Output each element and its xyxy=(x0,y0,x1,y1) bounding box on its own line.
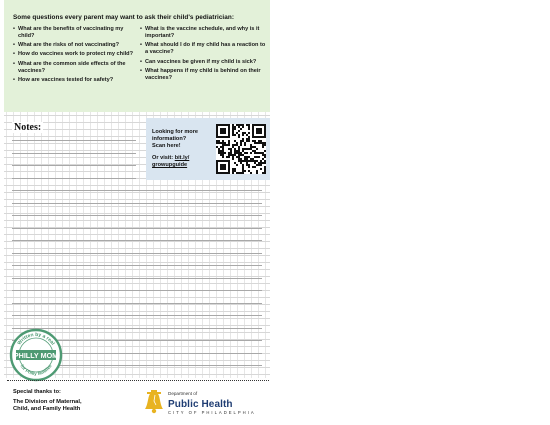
question-item: • Can vaccines be given if my child is sick? xyxy=(140,59,266,66)
philly-mom-badge xyxy=(9,328,63,382)
thanks-org-line-2: Child, and Family Health xyxy=(13,406,81,412)
visit-link-2[interactable]: growupguide xyxy=(152,161,188,168)
visit-link[interactable]: bit.ly/ xyxy=(174,155,190,161)
flyer-page xyxy=(4,0,270,425)
questions-heading: Some questions every parent may want to ask their child's pediatrician: xyxy=(13,14,234,21)
qr-code-icon[interactable] xyxy=(216,124,266,174)
question-item: • What is the vaccine schedule, and why is it important? xyxy=(140,26,266,40)
thanks-org-line-1: The Division of Maternal, xyxy=(13,399,82,405)
question-item: • What are the benefits of vaccinating my child? xyxy=(13,26,139,40)
dept-city: CITY OF PHILADELPHIA xyxy=(168,410,256,415)
note-line xyxy=(12,253,262,254)
note-line xyxy=(12,153,136,154)
info-line-1: Looking for more information? xyxy=(152,129,198,142)
visit-prefix: Or visit: xyxy=(152,155,174,161)
note-line xyxy=(12,265,262,266)
dept-name: Public Health xyxy=(168,399,233,410)
note-line xyxy=(12,228,262,229)
info-text xyxy=(152,129,214,150)
info-line-2: Scan here! xyxy=(152,142,181,149)
thanks-org xyxy=(13,399,113,413)
question-item: • What should I do if my child has a reaction to a vaccine? xyxy=(140,42,266,56)
info-visit xyxy=(152,155,214,169)
note-line xyxy=(12,315,262,316)
divider xyxy=(7,380,269,381)
question-item: • How do vaccines work to protect my child? xyxy=(13,51,139,58)
questions-left-list xyxy=(13,26,139,86)
thanks-label: Special thanks to: xyxy=(13,389,61,395)
note-line xyxy=(12,240,262,241)
notes-title: Notes: xyxy=(14,122,42,133)
note-line xyxy=(12,178,136,179)
note-line xyxy=(12,215,262,216)
note-line xyxy=(12,303,262,304)
question-item: • What happens if my child is behind on their vaccines? xyxy=(140,68,266,82)
note-line xyxy=(12,140,136,141)
badge-bottom-text: for Philly families xyxy=(19,363,53,377)
questions-right-list xyxy=(140,26,266,84)
badge-center-text: PHILLY MOM xyxy=(13,351,59,360)
note-line xyxy=(12,165,136,166)
note-line xyxy=(12,290,262,291)
question-item: • What are the common side effects of the vaccines? xyxy=(13,61,139,75)
info-box xyxy=(146,118,270,180)
note-line xyxy=(12,190,262,191)
question-item: • What are the risks of not vaccinating? xyxy=(13,42,139,49)
badge-top-text: Written by a real xyxy=(16,331,56,347)
liberty-bell-icon xyxy=(142,389,166,415)
note-line xyxy=(12,203,262,204)
note-line xyxy=(12,278,262,279)
question-item: • How are vaccines tested for safety? xyxy=(13,77,139,84)
dept-small: Department of xyxy=(168,391,198,396)
